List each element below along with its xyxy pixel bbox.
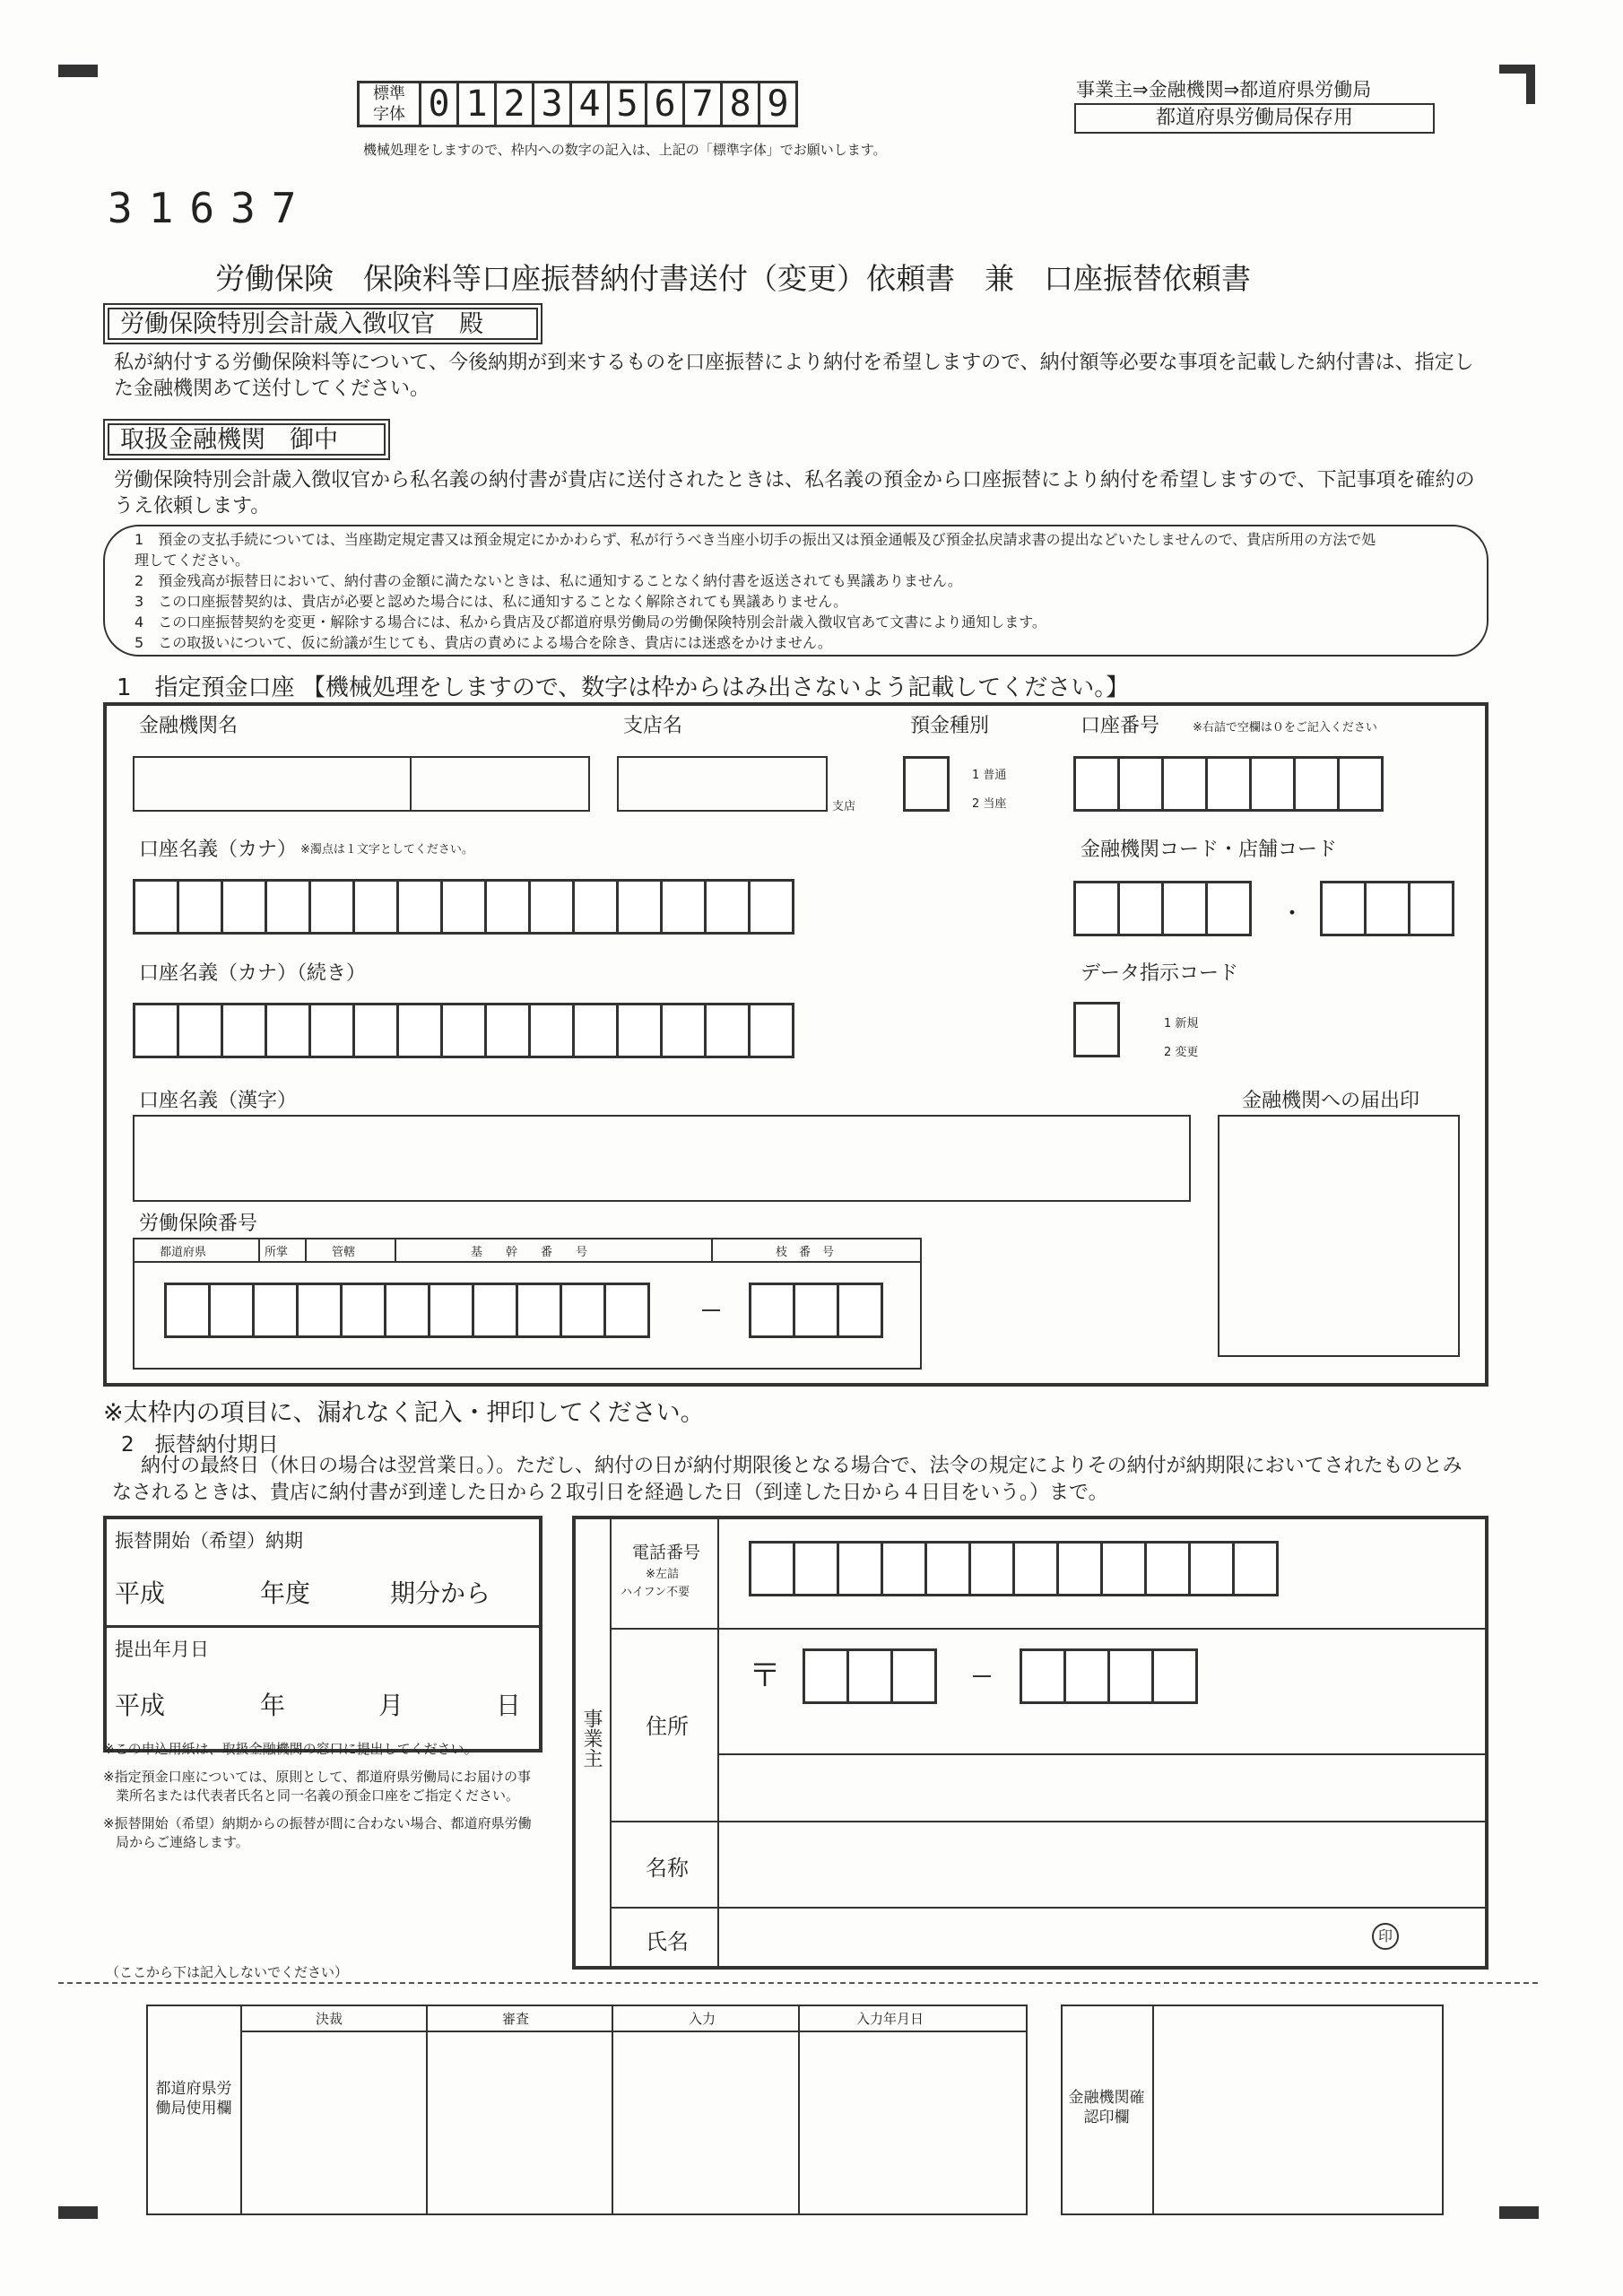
input-cell[interactable] — [1151, 1648, 1198, 1704]
registration-mark-bottom-right — [1499, 2206, 1539, 2219]
start-era: 平成 — [115, 1578, 166, 1608]
digit-9: 9 — [758, 81, 798, 127]
input-cell[interactable] — [749, 1283, 795, 1338]
input-cell[interactable] — [793, 1541, 839, 1596]
term-item — [135, 591, 1390, 612]
data-code-option-2: 2 変更 — [1164, 1046, 1199, 1059]
term-num: 5 — [135, 634, 144, 651]
input-cell[interactable] — [484, 879, 531, 935]
digit-0: 0 — [419, 81, 459, 127]
standard-label-bottom: 字体 — [373, 105, 405, 124]
registration-mark-top-left — [58, 65, 98, 77]
side-note: ※振替開始（希望）納期からの振替が間に合わない場合、都道府県労働局からご連絡します。 — [103, 1815, 532, 1850]
input-cell[interactable] — [704, 879, 751, 935]
page-title: 労働保険 保険料等口座振替納付書送付（変更）依頼書 兼 口座振替依頼書 — [215, 261, 1251, 296]
postal-code-cells-2[interactable] — [1020, 1648, 1195, 1704]
office-col-decision: 決裁 — [316, 2011, 343, 2027]
employer-side-label — [580, 1709, 602, 1773]
term-item — [135, 529, 1390, 570]
start-year: 年度 — [260, 1578, 311, 1608]
insurance-col-pref: 都道府県 — [160, 1246, 207, 1259]
input-cell[interactable] — [528, 879, 575, 935]
input-cell[interactable] — [221, 879, 267, 935]
submit-date-label: 提出年月日 — [115, 1639, 209, 1660]
address-field[interactable] — [719, 1754, 1481, 1819]
holder-kana-label: 口座名義（カナ） — [139, 839, 298, 861]
input-cell[interactable] — [616, 1003, 663, 1058]
input-cell[interactable] — [660, 1003, 707, 1058]
deposit-type-field[interactable] — [903, 756, 950, 812]
deposit-option-1: 1 普通 — [972, 769, 1007, 782]
start-period-label: 振替開始（希望）納期 — [115, 1530, 303, 1552]
standard-digits-label — [357, 81, 421, 127]
input-cell[interactable] — [837, 1541, 883, 1596]
input-cell[interactable] — [803, 1648, 849, 1704]
data-code-label: データ指示コード — [1081, 962, 1239, 985]
insurance-branch-cells[interactable] — [749, 1283, 881, 1338]
branch-name-field[interactable] — [617, 756, 828, 812]
input-cell[interactable] — [748, 1003, 794, 1058]
input-cell[interactable] — [133, 1003, 179, 1058]
office-col-input-date: 入力年月日 — [856, 2011, 924, 2027]
digit-8: 8 — [720, 81, 760, 127]
standard-digits-box — [357, 81, 795, 127]
input-cell[interactable] — [484, 1003, 531, 1058]
side-note: ※指定預金口座については、原則として、都道府県労働局にお届けの事業所名または代表者氏名と同一名義の預金口座をご指定ください。 — [103, 1769, 531, 1804]
input-cell[interactable] — [308, 1003, 355, 1058]
account-number-label: 口座番号 — [1081, 715, 1160, 737]
insurance-col-div — [305, 1238, 307, 1262]
input-cell[interactable] — [968, 1541, 1015, 1596]
form-number: 31637 — [108, 184, 313, 232]
insurance-col-branch: 枝 番 号 — [776, 1246, 835, 1259]
input-cell[interactable] — [208, 1283, 255, 1338]
input-cell[interactable] — [340, 1283, 386, 1338]
employer-side-text: 事業主 — [580, 1709, 603, 1768]
input-cell[interactable] — [133, 879, 179, 935]
section2-heading: 2 振替納付期日 — [121, 1433, 279, 1457]
input-cell[interactable] — [1232, 1541, 1279, 1596]
code-separator: ・ — [1280, 900, 1305, 927]
term-item — [135, 612, 1390, 632]
account-number-cells[interactable] — [1073, 756, 1381, 812]
term-num: 2 — [135, 572, 144, 589]
standard-label-top: 標準 — [373, 84, 405, 103]
input-cell[interactable] — [1117, 881, 1164, 936]
office-header-line — [240, 2031, 1028, 2032]
address-label: 住所 — [646, 1714, 689, 1739]
input-cell[interactable] — [164, 1283, 211, 1338]
addressee2-frame — [103, 419, 390, 460]
phone-note2: ハイフン不要 — [621, 1586, 690, 1599]
digit-6: 6 — [645, 81, 685, 127]
input-cell[interactable] — [472, 1283, 518, 1338]
input-cell[interactable] — [265, 879, 311, 935]
section1-heading — [117, 669, 1129, 702]
input-cell[interactable] — [296, 1283, 343, 1338]
seal-field[interactable] — [1218, 1115, 1460, 1357]
input-cell[interactable] — [1073, 756, 1120, 812]
input-cell[interactable] — [749, 1541, 795, 1596]
fill-note: ※太枠内の項目に、漏れなく記入・押印してください。 — [103, 1399, 705, 1427]
input-cell[interactable] — [1337, 756, 1384, 812]
input-cell[interactable] — [1107, 1648, 1154, 1704]
term-item — [135, 570, 1390, 591]
office-col-input: 入力 — [689, 2011, 716, 2027]
bank-name-label: 金融機関名 — [139, 715, 239, 737]
input-cell[interactable] — [1020, 1648, 1066, 1704]
holder-kanji-label: 口座名義（漢字） — [139, 1090, 298, 1112]
bank-code-label: 金融機関コード・店舗コード — [1081, 839, 1338, 861]
branch-code-cells[interactable] — [1320, 881, 1452, 936]
input-cell[interactable] — [308, 879, 355, 935]
copy-label: 都道府県労働局保存用 — [1074, 103, 1435, 134]
input-cell[interactable] — [603, 1283, 650, 1338]
start-period-divider — [103, 1625, 542, 1628]
term-item — [135, 632, 1390, 653]
input-cell[interactable] — [1188, 1541, 1235, 1596]
data-code-field[interactable] — [1073, 1002, 1120, 1057]
input-cell[interactable] — [1205, 881, 1252, 936]
holder-kana-cont-cells[interactable] — [133, 1003, 792, 1058]
person-name-label: 氏名 — [646, 1929, 689, 1954]
input-cell[interactable] — [528, 1003, 575, 1058]
phone-cells[interactable] — [749, 1541, 1276, 1596]
input-cell[interactable] — [1073, 881, 1120, 936]
deposit-option-2: 2 当座 — [972, 797, 1007, 811]
section1-heading-text: 1 指定預金口座 — [117, 674, 295, 701]
routing-flow: 事業主⇒金融機関⇒都道府県労働局 — [1076, 79, 1372, 100]
addressee1-frame — [103, 303, 542, 344]
insurance-col-base: 基 幹 番 号 — [471, 1246, 588, 1259]
registration-mark-top-right-v — [1526, 65, 1535, 104]
addressee2-label: 取扱金融機関 御中 — [108, 423, 386, 456]
term-text: この取扱いについて、仮に紛議が生じても、貴店の責めによる場合を除き、貴店には迷惑をかけません。 — [158, 634, 832, 651]
addressee1-text: 私が納付する労働保険料等について、今後納期が到来するものを口座振替により納付を希望しますので、納付額等必要な事項を記載した納付書は、指定した金融機関あて送付してください。 — [114, 352, 1474, 400]
input-cell[interactable] — [572, 1003, 619, 1058]
input-cell[interactable] — [428, 1283, 474, 1338]
addressee1-label: 労働保険特別会計歳入徴収官 殿 — [108, 308, 538, 340]
input-cell[interactable] — [1056, 1541, 1103, 1596]
side-note: ※この申込用紙は、取扱金融機関の窓口に提出してください。 — [103, 1741, 478, 1757]
input-cell[interactable] — [177, 879, 223, 935]
seal-label: 金融機関への届出印 — [1242, 1090, 1420, 1112]
term-text: 預金残高が振替日において、納付書の金額に満たないときは、私に通知することなく納付書を返送されても異議ありません。 — [158, 572, 962, 589]
term-text: 預金の支払手続については、当座勘定規定書又は預金規定にかかわらず、私が行うべき当座小切手の振出又は預金通帳及び預金払戻請求書の提出などいたしませんので、貴店所用の方法で処理してください。 — [135, 531, 1376, 569]
terms-list — [135, 529, 1390, 653]
office-col-line — [798, 2005, 800, 2215]
digit-2: 2 — [494, 81, 534, 127]
input-cell[interactable] — [221, 1003, 267, 1058]
input-cell[interactable] — [660, 879, 707, 935]
insurance-col-div — [711, 1238, 713, 1262]
employer-row-line — [610, 1628, 1488, 1630]
input-cell[interactable] — [1012, 1541, 1059, 1596]
business-name-label: 名称 — [646, 1856, 689, 1881]
cut-note: （ここから下は記入しないでください） — [106, 1964, 349, 1980]
input-cell[interactable] — [384, 1283, 430, 1338]
holder-kana-cells[interactable] — [133, 879, 792, 935]
input-cell[interactable] — [1100, 1541, 1147, 1596]
input-cell[interactable] — [1249, 756, 1296, 812]
office-row-label: 都道府県労働局使用欄 — [155, 2080, 232, 2118]
holder-kana-cont-label: 口座名義（カナ）（続き） — [139, 962, 367, 985]
submit-month: 月 — [378, 1691, 404, 1720]
cut-line — [58, 1982, 1538, 1984]
registration-mark-bottom-left — [58, 2206, 98, 2219]
section2-text: 納付の最終日（休日の場合は翌営業日。）。ただし、納付の日が納付期限後となる場合で、法令の規定によりその納付が納期限においてされたものとみなされるときは、貴店に納付書が到達した日から２取引日を経過した日（到達した日から４日目をいう。）まで。 — [112, 1455, 1462, 1504]
input-cell[interactable] — [440, 1003, 487, 1058]
bank-name-divider — [410, 756, 412, 812]
digit-7: 7 — [682, 81, 723, 127]
input-cell[interactable] — [793, 1283, 839, 1338]
input-cell[interactable] — [516, 1283, 562, 1338]
submit-year: 年 — [260, 1691, 286, 1720]
term-num: 4 — [135, 613, 144, 631]
postal-code-cells-1[interactable] — [803, 1648, 934, 1704]
input-cell[interactable] — [846, 1648, 893, 1704]
insurance-dash — [702, 1309, 720, 1311]
input-cell[interactable] — [1408, 881, 1454, 936]
term-text: この口座振替契約は、貴店が必要と認めた場合には、私に通知することなく解除されても異議ありません。 — [158, 593, 848, 610]
submit-era: 平成 — [115, 1691, 166, 1720]
input-cell[interactable] — [396, 1003, 443, 1058]
office-col-line — [240, 2005, 242, 2215]
insurance-header-line — [133, 1261, 922, 1263]
input-cell[interactable] — [1117, 756, 1164, 812]
insurance-no-cells[interactable] — [164, 1283, 647, 1338]
branch-name-label: 支店名 — [623, 715, 683, 737]
office-table — [146, 2005, 1028, 2215]
standard-digits-note: 機械処理をしますので、枠内への数字の記入は、上記の「標準字体」でお願いします。 — [363, 142, 887, 158]
holder-kana-note: ※濁点は１文字としてください。 — [300, 843, 473, 857]
input-cell[interactable] — [1161, 756, 1208, 812]
digit-1: 1 — [456, 81, 497, 127]
input-cell[interactable] — [1144, 1541, 1191, 1596]
input-cell[interactable] — [396, 879, 443, 935]
employer-side-divider — [610, 1516, 612, 1970]
input-cell[interactable] — [881, 1541, 927, 1596]
data-code-option-1: 1 新規 — [1164, 1017, 1199, 1031]
input-cell[interactable] — [1205, 756, 1252, 812]
bank-name-field[interactable] — [133, 756, 590, 812]
input-cell[interactable] — [440, 879, 487, 935]
term-num: 3 — [135, 593, 144, 610]
input-cell[interactable] — [177, 1003, 223, 1058]
bank-confirm-divider — [1152, 2005, 1154, 2215]
input-cell[interactable] — [572, 879, 619, 935]
holder-kanji-field[interactable] — [133, 1115, 1191, 1202]
input-cell[interactable] — [748, 879, 794, 935]
input-cell[interactable] — [1320, 881, 1367, 936]
section1-heading-note: 【機械処理をしますので、数字は枠からはみ出さないよう記載してください。】 — [301, 674, 1130, 701]
insurance-col-div — [258, 1238, 260, 1262]
input-cell[interactable] — [1364, 881, 1410, 936]
start-period[interactable]: 期分から — [390, 1578, 491, 1608]
phone-note1: ※左詰 — [646, 1568, 679, 1581]
input-cell[interactable] — [1293, 756, 1340, 812]
digit-3: 3 — [532, 81, 572, 127]
input-cell[interactable] — [265, 1003, 311, 1058]
insurance-col-jurisdiction: 管轄 — [332, 1246, 356, 1259]
postal-dash — [973, 1675, 991, 1677]
side-notes — [103, 1740, 542, 1852]
term-num: 1 — [135, 531, 144, 548]
branch-suffix: 支店 — [832, 800, 856, 813]
addressee2-text: 労働保険特別会計歳入徴収官から私名義の納付書が貴店に送付されたときは、私名義の預金から口座振替により納付を希望しますので、下記事項を確約のうえ依頼します。 — [114, 469, 1475, 517]
digit-5: 5 — [607, 81, 647, 127]
input-cell[interactable] — [352, 1003, 399, 1058]
input-cell[interactable] — [616, 879, 663, 935]
insurance-no-label: 労働保険番号 — [139, 1213, 258, 1235]
digit-4: 4 — [569, 81, 610, 127]
postal-mark: 〒 — [749, 1657, 782, 1694]
deposit-type-label: 預金種別 — [910, 715, 990, 737]
phone-label: 電話番号 — [632, 1543, 701, 1562]
office-col-line — [426, 2005, 428, 2215]
seal-mark-icon: 印 — [1372, 1923, 1399, 1950]
insurance-col-dept: 所掌 — [265, 1246, 289, 1259]
input-cell[interactable] — [1063, 1648, 1110, 1704]
input-cell[interactable] — [1161, 881, 1208, 936]
input-cell[interactable] — [252, 1283, 299, 1338]
term-text: この口座振替契約を変更・解除する場合には、私から貴店及び都道府県労働局の労働保険特別会計歳入徴収官あて文書により通知します。 — [158, 613, 1046, 631]
input-cell[interactable] — [704, 1003, 751, 1058]
input-cell[interactable] — [560, 1283, 606, 1338]
person-name-field[interactable] — [719, 1909, 1347, 1966]
office-col-review: 審査 — [502, 2011, 530, 2027]
business-name-field[interactable] — [719, 1822, 1481, 1905]
office-col-line — [612, 2005, 613, 2215]
input-cell[interactable] — [890, 1648, 937, 1704]
submit-day: 日 — [496, 1691, 522, 1720]
bank-code-cells[interactable] — [1073, 881, 1249, 936]
insurance-col-div — [395, 1238, 396, 1262]
account-number-note: ※右詰で空欄は０をご記入ください — [1193, 721, 1377, 735]
input-cell[interactable] — [837, 1283, 883, 1338]
input-cell[interactable] — [352, 879, 399, 935]
bank-confirm-label: 金融機関確認印欄 — [1068, 2089, 1145, 2126]
input-cell[interactable] — [924, 1541, 971, 1596]
